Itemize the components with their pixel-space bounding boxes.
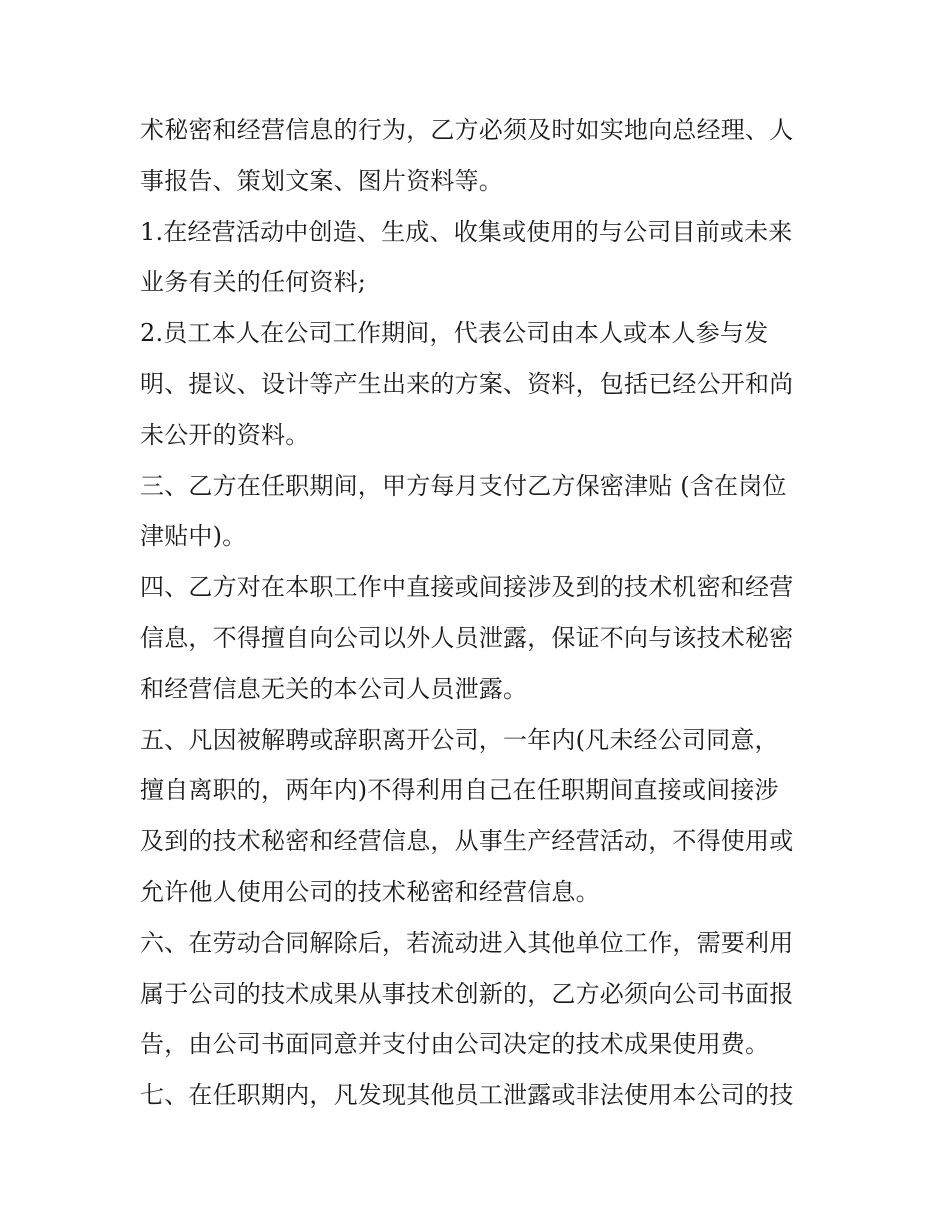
text-line: 未公开的资料。 — [140, 420, 310, 449]
text-line: 信息，不得擅自向公司以外人员泄露，保证不向与该技术秘密 — [140, 623, 794, 652]
text-line: 及到的技术秘密和经营信息，从事生产经营活动，不得使用或 — [140, 827, 794, 856]
text-line: 2.员工本人在公司工作期间，代表公司由本人或本人参与发 — [140, 319, 769, 348]
text-line: 术秘密和经营信息的行为，乙方必须及时如实地向总经理、人 — [140, 116, 794, 144]
text-line: 六、在劳动合同解除后，若流动进入其他单位工作，需要利用 — [140, 928, 794, 957]
text-line: 1.在经营活动中创造、生成、收集或使用的与公司目前或未来 — [140, 217, 793, 246]
text-line: 擅自离职的，两年内)不得利用自己在任职期间直接或间接涉 — [140, 776, 779, 805]
text-line: 三、乙方在任职期间，甲方每月支付乙方保密津贴 (含在岗位 — [140, 471, 787, 500]
text-line: 五、凡因被解聘或辞职离开公司，一年内(凡未经公司同意， — [140, 725, 779, 754]
text-line: 事报告、策划文案、图片资料等。 — [140, 166, 503, 195]
text-line: 业务有关的任何资料; — [140, 268, 367, 297]
text-line: 津贴中)。 — [140, 522, 247, 551]
text-line: 明、提议、设计等产生出来的方案、资料，包括已经公开和尚 — [140, 369, 794, 398]
text-line: 属于公司的技术成果从事技术创新的，乙方必须向公司书面报 — [140, 979, 794, 1008]
text-line: 和经营信息无关的本公司人员泄露。 — [140, 674, 528, 703]
document-body — [140, 105, 820, 1121]
text-line: 七、在任职期内，凡发现其他员工泄露或非法使用本公司的技 — [140, 1081, 794, 1110]
text-line: 告，由公司书面同意并支付由公司决定的技术成果使用费。 — [140, 1030, 770, 1059]
text-line: 四、乙方对在本职工作中直接或间接涉及到的技术机密和经营 — [140, 573, 794, 602]
text-line: 允许他人使用公司的技术秘密和经营信息。 — [140, 877, 600, 906]
